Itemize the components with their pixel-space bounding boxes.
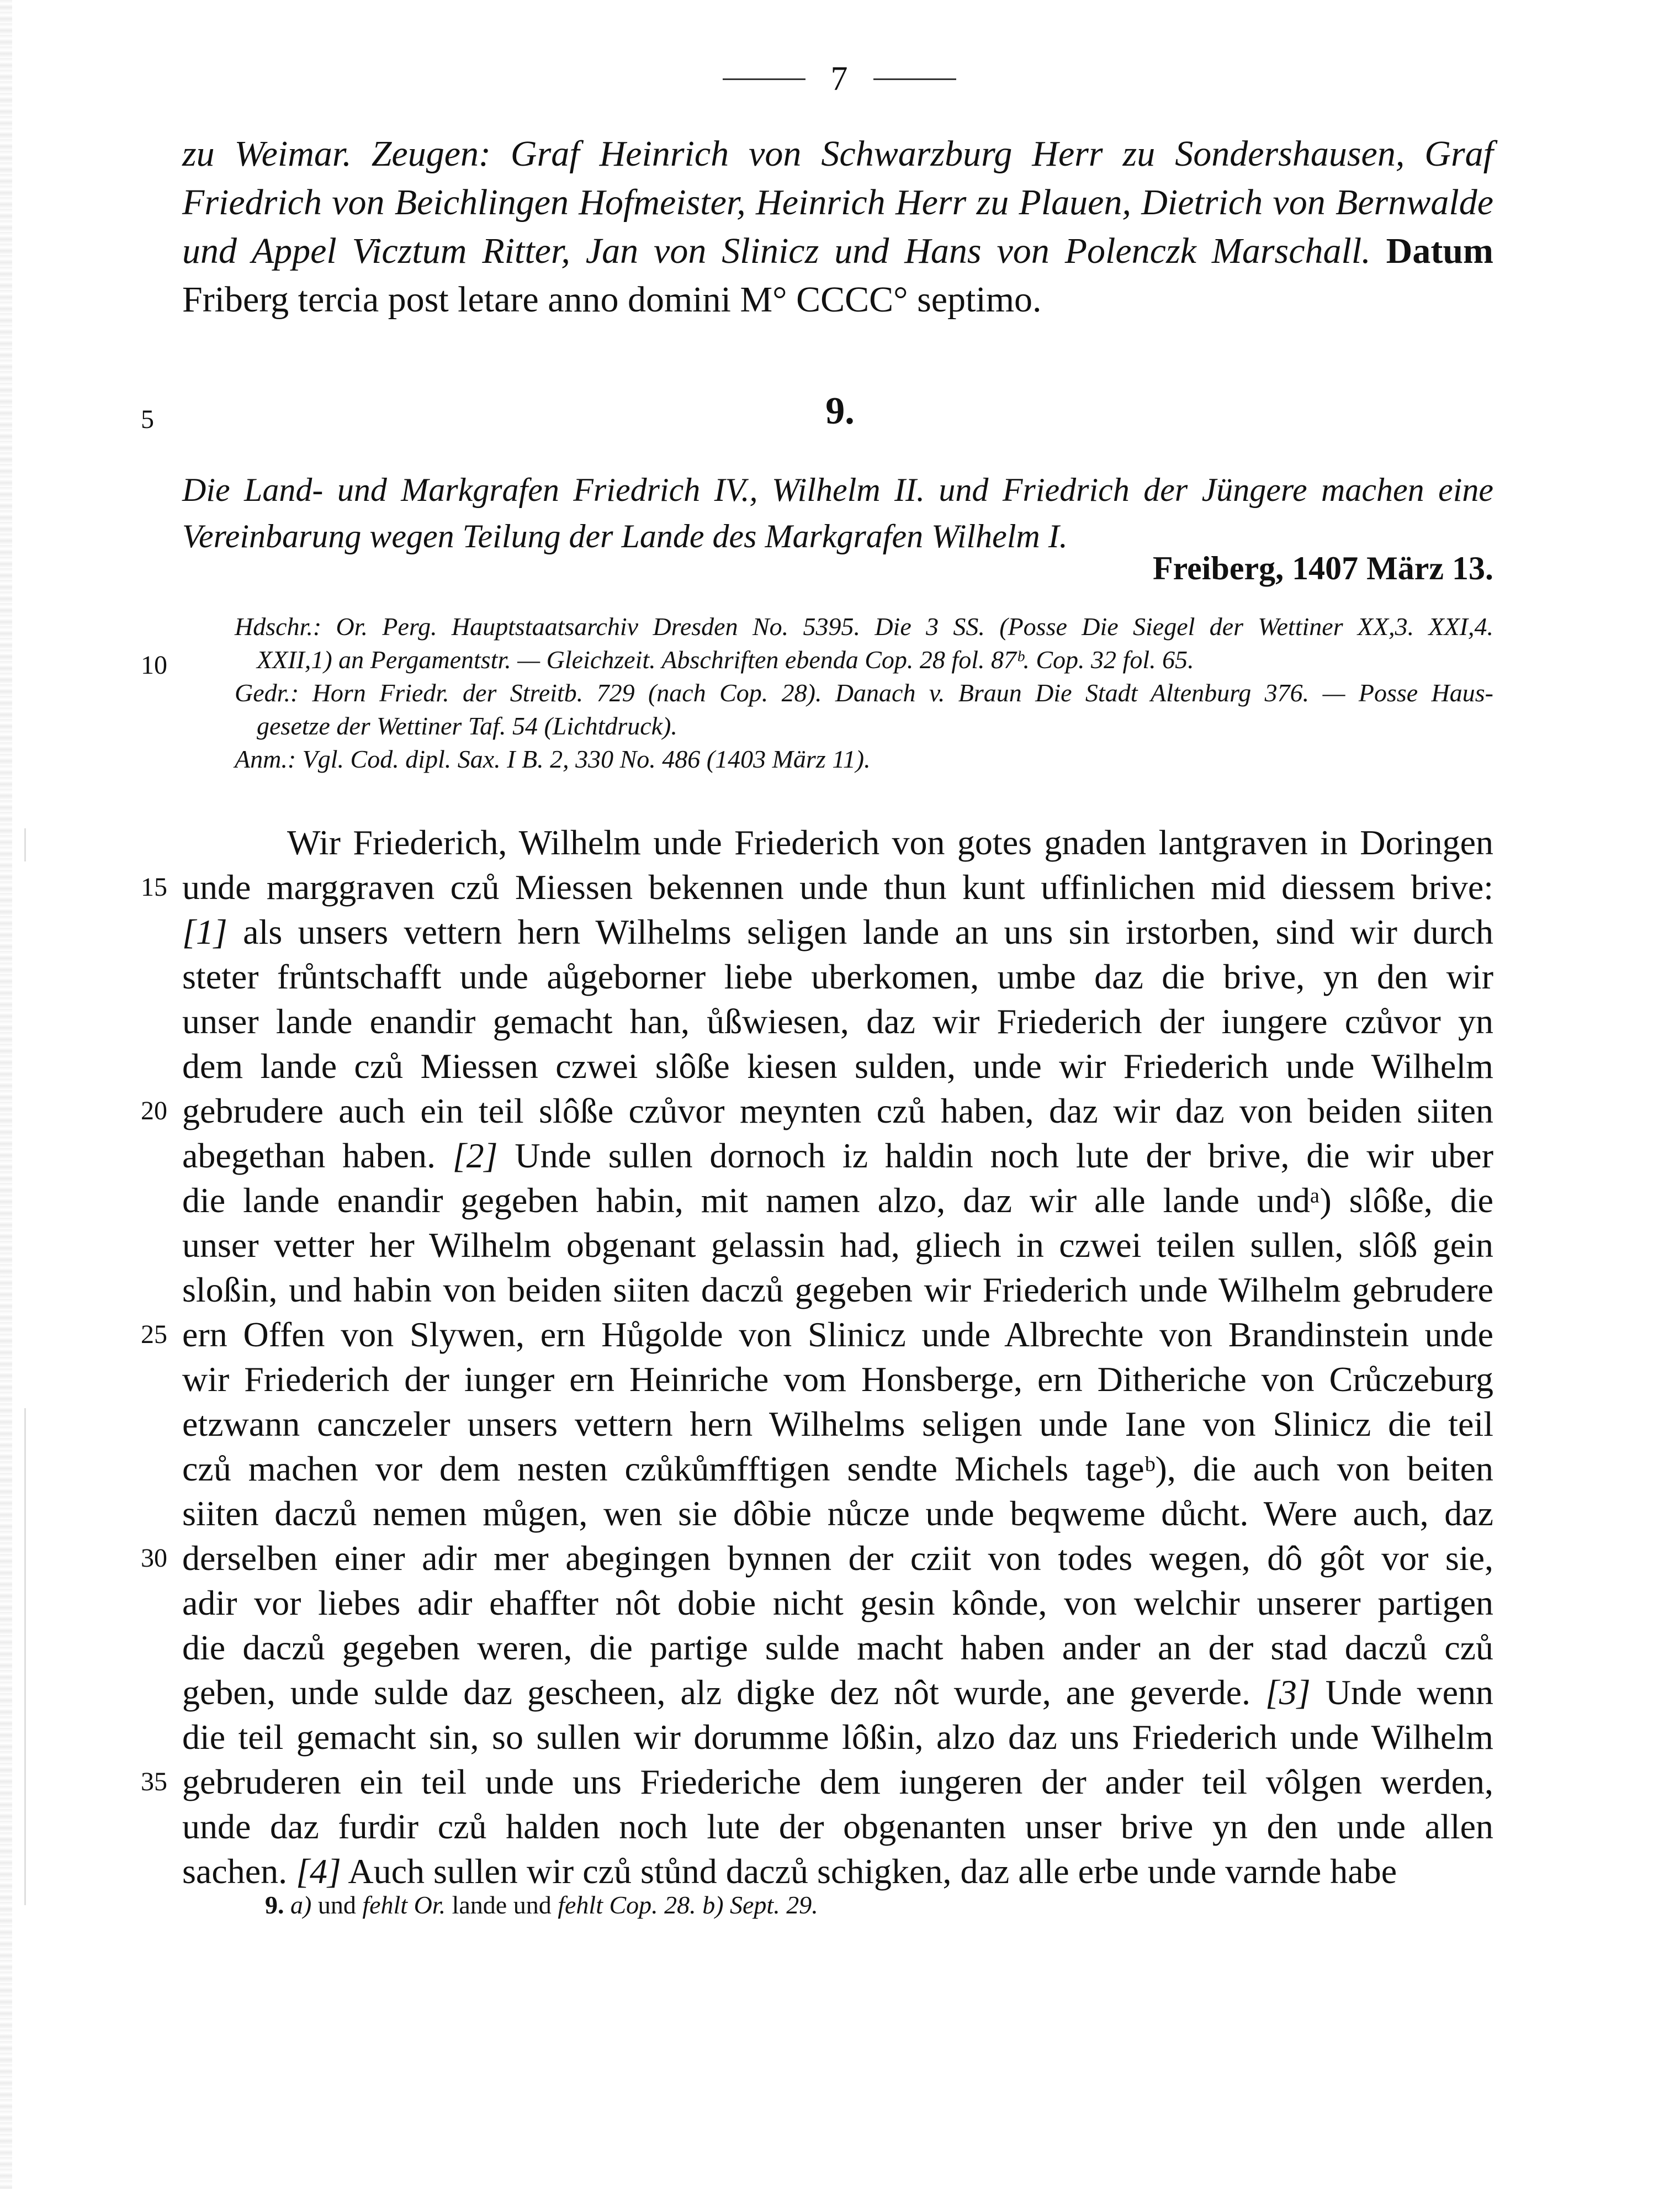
paragraph-marker: [4] [296, 1852, 341, 1891]
datum-word: Datum [1386, 231, 1493, 271]
text-line: derselben einer adir mer abegingen bynnen der cziit von todes wegen, dô gôt vor sie, [182, 1538, 1493, 1578]
text-line: czů machen vor dem nesten czůkůmfftigen sendte Michels tageᵇ), die auch von beiten [182, 1449, 1493, 1488]
source-line: Anm.: Vgl. Cod. dipl. Sax. I B. 2, 330 No. 486 (1403 März 11). [235, 745, 871, 773]
text-line: [1] als unsers vettern hern Wilhelms seligen lande an uns sin irstorben, sind wir durch [182, 912, 1493, 951]
margin-line-number: 25 [141, 1320, 167, 1349]
document-number: 9. [825, 390, 855, 432]
text-line: unser vetter her Wilhelm obgenant gelassin had, gliech in czwei teilen sullen, slôß gein [182, 1225, 1493, 1265]
year-word: septimo. [917, 279, 1042, 320]
text-line: abegethan haben. [2] Unde sullen dornoch iz haldin noch lute der brive, die wir uber [182, 1136, 1494, 1175]
footnote-a-note2: fehlt Cop. 28. [558, 1891, 696, 1919]
text-line: gebruderen ein teil unde uns Friederiche dem iungeren der ander teil vôlgen werden, [182, 1762, 1493, 1801]
prev-line [182, 227, 1493, 276]
prev-line: Friedrich von Beichlingen Hofmeister, Heinrich Herr zu Plauen, Dietrich von Bernwalde [182, 182, 1493, 223]
paragraph-marker: [2] [452, 1136, 498, 1175]
paragraph-marker: [1] [182, 912, 227, 951]
text-line: etzwann canczeler unsers vettern hern Wilhelms seligen unde Iane von Slinicz die teil [182, 1404, 1493, 1444]
footnote-a-word2: lande und [452, 1891, 552, 1919]
text-line: wir Friederich der iunger ern Heinriche vom Honsberge, ern Ditheriche von Crůczeburg [182, 1360, 1493, 1399]
footnote-a-note: fehlt Or. [362, 1891, 446, 1919]
place-date: Freiberg, 1407 März 13. [1152, 550, 1493, 586]
text-line: adir vor liebes adir ehaffter nôt dobie nicht gesin kônde, von welchir unserer partigen [182, 1583, 1493, 1622]
header-rule-left [723, 78, 805, 80]
footnote-a-label: a) [290, 1891, 312, 1919]
scan-edge-artifact [0, 0, 12, 2189]
document-text [182, 820, 1493, 1894]
margin-line-number: 20 [141, 1096, 167, 1125]
page-number: 7 [830, 60, 848, 98]
page-number-header [696, 60, 983, 99]
margin-line-number: 5 [141, 405, 154, 434]
text-line: sloßin, und habin von beiden siiten daczů gegeben wir Friederich unde Wilhelm gebrudere [182, 1270, 1493, 1309]
footnote [265, 1889, 818, 1922]
footnote-b-note: Sept. 29. [730, 1891, 818, 1919]
regest-line: Die Land- und Markgrafen Friedrich IV., Wilhelm II. und Friedrich der Jüngere machen eine [182, 472, 1493, 508]
text-line: unde marggraven czů Miessen bekennen unde thun kunt uffinlichen mid diessem brive: [182, 868, 1493, 907]
margin-line-number: 35 [141, 1767, 167, 1796]
text-line: die daczů gegeben weren, die partige sulde macht haben ander an der stad daczů czů [182, 1628, 1493, 1667]
text-line: steter frůntschafft unde aůgeborner liebe uberkomen, umbe daz die brive, yn den wir [182, 957, 1493, 996]
source-line: gesetze der Wettiner Taf. 54 (Lichtdruck). [257, 712, 677, 740]
header-rule-right [873, 78, 956, 80]
footnote-b-label: b) [702, 1891, 724, 1919]
footnote-a-word: und [317, 1891, 356, 1919]
text-line: siiten daczů nemen můgen, wen sie dôbie nůcze unde beqweme důcht. Were auch, daz [182, 1494, 1493, 1533]
text-line: die lande enandir gegeben habin, mit namen alzo, daz wir alle lande undᵃ) slôße, die [182, 1181, 1493, 1220]
prev-line-text: Friberg tercia post letare anno domini [182, 279, 731, 320]
margin-line-number: 15 [141, 873, 167, 902]
source-line: Hdschr.: Or. Perg. Hauptstaatsarchiv Dresden No. 5395. Die 3 SS. (Posse Die Siegel der Wettiner XX,3. XXI,4. [235, 612, 1493, 641]
prev-line: zu Weimar. Zeugen: Graf Heinrich von Schwarzburg Herr zu Sondershausen, Graf [182, 134, 1493, 174]
scan-mark [24, 828, 26, 861]
prev-line-text: und Appel Vicztum Ritter, Jan von Slinicz und Hans von Polenczk Marschall. [182, 231, 1371, 271]
text-line: sachen. [4] Auch sullen wir czů stůnd daczů schigken, daz alle erbe unde varnde habe [182, 1852, 1397, 1891]
previous-document-end [182, 130, 1493, 324]
prev-line [182, 276, 1493, 324]
text-line: die teil gemacht sin, so sullen wir dorumme lôßin, alzo daz uns Friederich unde Wilhelm [182, 1717, 1493, 1757]
footnote-number: 9. [265, 1891, 284, 1919]
source-line: XXII,1) an Pergamentstr. — Gleichzeit. Abschriften ebenda Cop. 28 fol. 87ᵇ. Cop. 32 fol. 65. [257, 646, 1194, 674]
source-notes [235, 610, 1493, 776]
margin-line-number: 10 [141, 651, 167, 680]
text-line: ern Offen von Slywen, ern Hůgolde von Slinicz unde Albrechte von Brandinstein unde [182, 1315, 1493, 1354]
text-line: geben, unde sulde daz gescheen, alz digke dez nôt wurde, ane geverde. [3] Unde wenn [182, 1673, 1494, 1712]
text-line: unde daz furdir czů halden noch lute der obgenanten unser brive yn den unde allen [182, 1807, 1493, 1846]
text-line: dem lande czů Miessen czwei slôße kiesen sulden, unde wir Friederich unde Wilhelm [182, 1046, 1493, 1086]
paragraph-marker: [3] [1265, 1673, 1311, 1712]
text-line: gebrudere auch ein teil slôße czůvor meynten czů haben, daz wir daz von beiden siiten [182, 1091, 1493, 1130]
regest-line: Vereinbarung wegen Teilung der Lande des Markgrafen Wilhelm I. [182, 518, 1068, 554]
scan-mark [24, 1408, 26, 1905]
text-line: unser lande enandir gemacht han, ůßwiesen, daz wir Friederich der iungere czůvor yn [182, 1002, 1493, 1041]
regest [182, 467, 1493, 559]
year-numeral: M° CCCC° [740, 279, 908, 320]
margin-line-number: 30 [141, 1543, 167, 1573]
source-line: Gedr.: Horn Friedr. der Streitb. 729 (nach Cop. 28). Danach v. Braun Die Stadt Altenburg 376. — Posse Haus- [235, 679, 1493, 707]
text-line: Wir Friederich, Wilhelm unde Friederich von gotes gnaden lantgraven in Doringen [287, 823, 1493, 862]
